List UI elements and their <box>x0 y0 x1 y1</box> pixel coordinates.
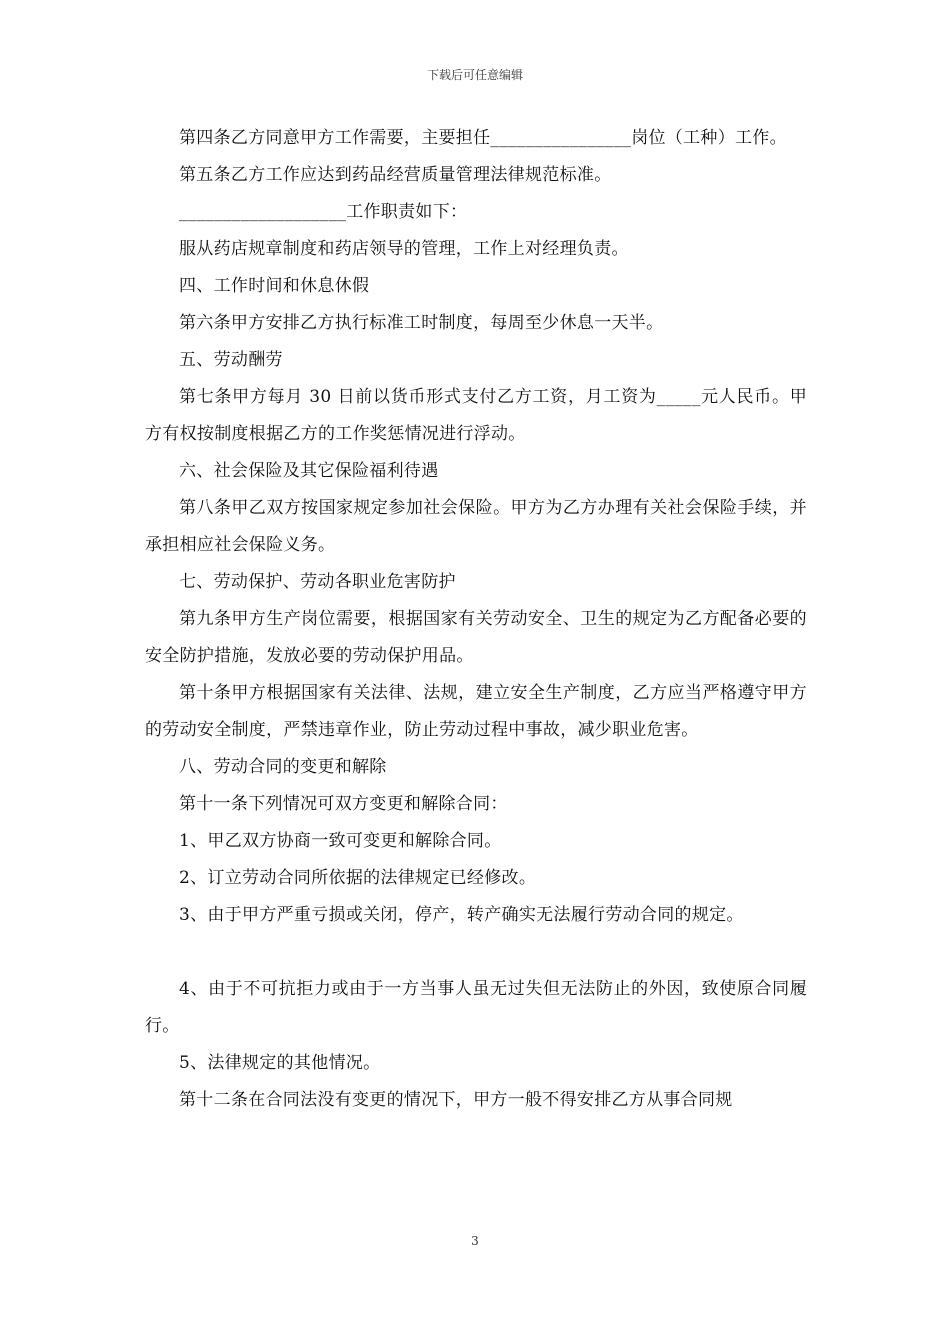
page-header: 下载后可任意编辑 <box>426 68 523 82</box>
section-heading-7: 七、劳动保护、劳动各职业危害防护 <box>179 572 456 592</box>
list-item-1: 1、甲乙双方协商一致可变更和解除合同。 <box>179 831 502 851</box>
paragraph-article-7: 第七条甲方每月 30 日前以货币形式支付乙方工资，月工资为_____元人民币。甲方有权按制度根据乙方的工作奖惩情况进行浮动。 <box>145 387 807 444</box>
paragraph-duties-blank: ___________________工作职责如下： <box>179 202 468 222</box>
section-heading-6: 六、社会保险及其它保险福利待遇 <box>179 461 439 481</box>
paragraph-article-5: 第五条乙方工作应达到药品经营质量管理法律规范标准。 <box>179 165 612 185</box>
document-body <box>145 120 807 1119</box>
section-heading-8: 八、劳动合同的变更和解除 <box>179 757 387 777</box>
paragraph-article-8: 第八条甲乙双方按国家规定参加社会保险。甲方为乙方办理有关社会保险手续，并承担相应社会保险义务。 <box>145 498 807 555</box>
section-heading-4: 四、工作时间和休息休假 <box>179 276 370 296</box>
section-heading-5: 五、劳动酬劳 <box>179 350 283 370</box>
paragraph-article-9: 第九条甲方生产岗位需要，根据国家有关劳动安全、卫生的规定为乙方配备必要的安全防护措施，发放必要的劳动保护用品。 <box>145 609 807 666</box>
paragraph-article-12: 第十二条在合同法没有变更的情况下，甲方一般不得安排乙方从事合同规 <box>179 1090 733 1110</box>
paragraph-article-6: 第六条甲方安排乙方执行标准工时制度，每周至少休息一天半。 <box>179 313 664 333</box>
paragraph-article-11: 第十一条下列情况可双方变更和解除合同： <box>179 794 508 814</box>
list-item-3: 3、由于甲方严重亏损或关闭，停产，转产确实无法履行劳动合同的规定。 <box>179 905 744 925</box>
paragraph-duties: 服从药店规章制度和药店领导的管理，工作上对经理负责。 <box>179 239 629 259</box>
blank-line <box>145 934 807 971</box>
paragraph-article-4: 第四条乙方同意甲方工作需要，主要担任________________岗位（工种）工作。 <box>179 128 787 148</box>
page-number: 3 <box>471 1234 479 1248</box>
paragraph-article-10: 第十条甲方根据国家有关法律、法规，建立安全生产制度，乙方应当严格遵守甲方的劳动安全制度，严禁违章作业，防止劳动过程中事故，减少职业危害。 <box>145 683 807 740</box>
list-item-5: 5、法律规定的其他情况。 <box>179 1053 381 1073</box>
list-item-2: 2、订立劳动合同所依据的法律规定已经修改。 <box>179 868 537 888</box>
list-item-4: 4、由于不可抗拒力或由于一方当事人虽无过失但无法防止的外因，致使原合同履行。 <box>145 979 807 1036</box>
